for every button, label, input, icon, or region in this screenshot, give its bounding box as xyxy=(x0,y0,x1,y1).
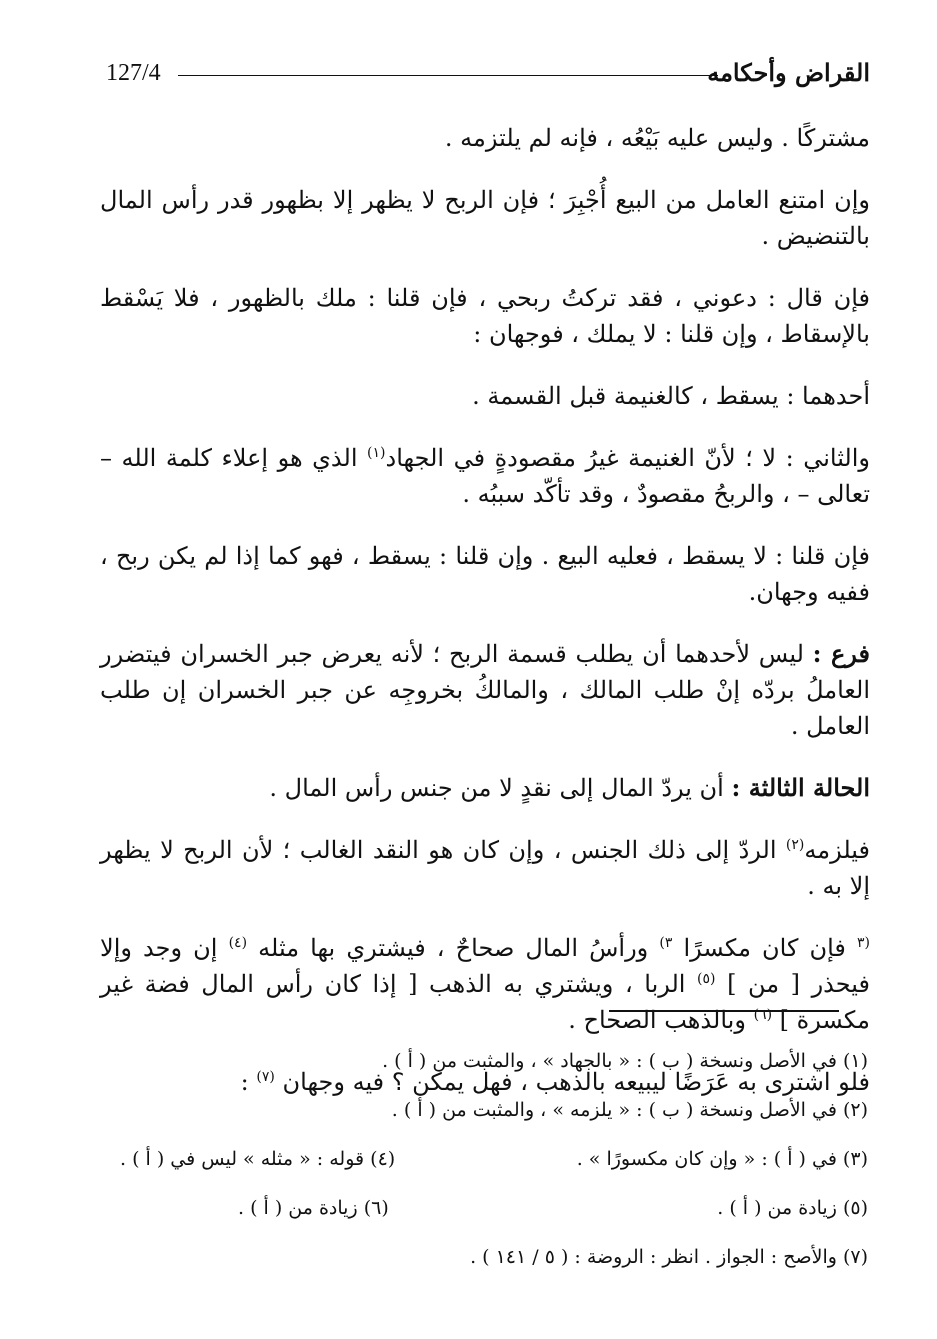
footnote-7: (٧) والأصح : الجواز . انظر : الروضة : ( ٥ / ١٤١ ) . xyxy=(470,1245,868,1268)
paragraph-5 xyxy=(100,440,870,512)
footnote-1: (١) في الأصل ونسخة ( ب ) : « بالجهاد » ، والمثبت من ( أ ) . xyxy=(382,1049,868,1072)
paragraph-5-part-b: الذي هو إعلاء كلمة الله – تعالى – ، والربحُ مقصودٌ ، وقد تأكّد سببُه . xyxy=(100,444,870,508)
paragraph-9 xyxy=(100,832,870,904)
paragraph-9-part-a: فيلزمه xyxy=(804,836,870,864)
page-header xyxy=(100,58,870,92)
paragraph-10-part-c: إن وجد وإلا فيحذر [ من ] xyxy=(100,934,870,998)
footnote-2: (٢) في الأصل ونسخة ( ب ) : « يلزمه » ، والمثبت من ( أ ) . xyxy=(391,1098,868,1121)
footnote-ref-2[interactable]: (٢) xyxy=(785,837,805,853)
footnote-row xyxy=(108,1232,868,1281)
paragraph-4: أحدهما : يسقط ، كالغنيمة قبل القسمة . xyxy=(472,382,870,410)
footnote-row xyxy=(108,1183,868,1232)
paragraph-11-part-b: : xyxy=(240,1068,249,1096)
paragraph-11-part-a: فلو اشترى به عَرَضًا ليبيعه بالذهب ، فهل يمكن ؟ فيه وجهان xyxy=(282,1068,870,1096)
footnote-6: (٦) زيادة من ( أ ) . xyxy=(238,1196,389,1219)
footnote-ref-6[interactable]: (٦) xyxy=(753,1007,773,1023)
footnote-3: (٣) في ( أ ) : « وإن كان مكسورًا » . xyxy=(576,1147,868,1170)
paragraph-2: وإن امتنع العامل من البيع أُجْبِرَ ؛ فإن الربح لا يظهر إلا بظهور قدر رأس المال بالتنضيض . xyxy=(100,186,870,250)
footnote-row xyxy=(108,1134,868,1183)
footnote-row xyxy=(108,1085,868,1134)
footnote-ref-3-close[interactable]: ٣) xyxy=(659,935,673,951)
footnotes xyxy=(108,1036,868,1281)
paragraph-6: فإن قلنا : لا يسقط ، فعليه البيع . وإن قلنا : يسقط ، فهو كما إذا لم يكن ربح ، ففيه وجهان. xyxy=(100,542,870,606)
footnote-ref-4[interactable]: (٤) xyxy=(228,935,248,951)
header-divider xyxy=(178,75,718,76)
paragraph-10 xyxy=(100,930,870,1038)
main-text xyxy=(100,120,870,1126)
paragraph-8-text: أن يردّ المال إلى نقدٍ لا من جنس رأس المال . xyxy=(269,774,724,802)
footnote-divider xyxy=(609,1010,839,1012)
paragraph-7 xyxy=(100,636,870,744)
paragraph-10-part-a: فإن كان مكسرًا xyxy=(683,934,846,962)
running-title: القراض وأحكامه xyxy=(707,58,870,87)
branch-label: فرع : xyxy=(812,639,870,668)
paragraph-5-part-a: والثاني : لا ؛ لأنّ الغنيمة غيرُ مقصودةٍ في الجهاد xyxy=(385,444,871,472)
footnote-ref-5[interactable]: (٥) xyxy=(697,971,716,987)
paragraph-1: مشتركًا . وليس عليه بَيْعُه ، فإنه لم يلتزمه . xyxy=(444,124,870,152)
page-number: 127/4 xyxy=(106,60,161,86)
paragraph-8 xyxy=(100,770,870,806)
footnote-ref-3-open[interactable]: (٣ xyxy=(857,935,871,951)
footnote-ref-1[interactable]: (١) xyxy=(367,445,386,461)
paragraph-10-part-d: الربا ، ويشتري به الذهب [ إذا كان رأس المال فضة غير مكسرة ] xyxy=(100,970,870,1034)
paragraph-10-part-b: ورأسُ المال صحاحٌ ، فيشتري بها مثله xyxy=(258,934,649,962)
paragraph-10-part-e: وبالذهب الصحاح . xyxy=(568,1006,746,1034)
paragraph-9-part-b: الردّ إلى ذلك الجنس ، وإن كان هو النقد الغالب ؛ لأن الربح لا يظهر إلا به . xyxy=(100,836,870,900)
footnote-5: (٥) زيادة من ( أ ) . xyxy=(717,1196,868,1219)
paragraph-7-text: ليس لأحدهما أن يطلب قسمة الربح ؛ لأنه يعرض جبر الخسران فيتضرر العاملُ بردّه إنْ طلب المالك ، والمالكُ بخروجِه عن جبر الخسران إن طلب العامل . xyxy=(100,640,870,740)
section-heading: الحالة الثالثة : xyxy=(731,773,870,802)
paragraph-3: فإن قال : دعوني ، فقد تركتُ ربحي ، فإن قلنا : ملك بالظهور ، فلا يَسْقط بالإسقاط ، وإن قلنا : لا يملك ، فوجهان : xyxy=(100,284,870,348)
footnote-ref-7[interactable]: (٧) xyxy=(256,1069,275,1085)
footnote-4: (٤) قوله : « مثله » ليس في ( أ ) . xyxy=(120,1147,396,1170)
footnote-row xyxy=(108,1036,868,1085)
